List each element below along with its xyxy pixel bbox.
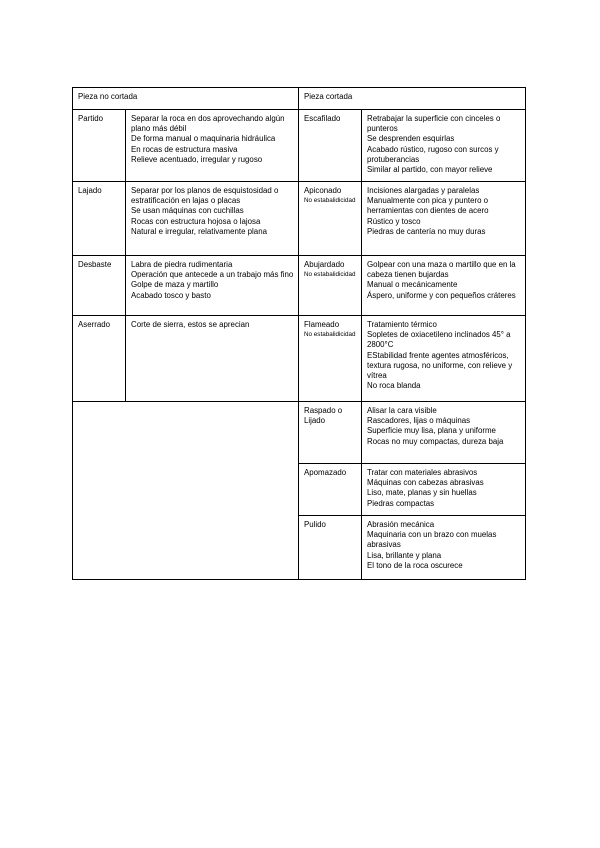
table-row bbox=[73, 256, 526, 316]
stability-note: No estabalidicidad bbox=[304, 271, 356, 279]
cut-desc: Retrabajar la superficie con cinceles o punteros Se desprenden esquirlas Acabado rústico, rugoso con surcos y protuberancias Similar al partido, con mayor relieve bbox=[362, 110, 526, 182]
cut-name: Flameado No estabalidicidad bbox=[299, 316, 362, 402]
table-row bbox=[73, 110, 526, 182]
cut-desc: Tratamiento térmico Sopletes de oxiacetileno inclinados 45° a 2800°C EStabilidad frente agentes atmosféricos, textura rugosa, no uniforme, con relieve y vítrea No roca blanda bbox=[362, 316, 526, 402]
uncut-name: Lajado bbox=[73, 182, 126, 256]
stability-note: No estabalidicidad bbox=[304, 197, 356, 205]
uncut-desc: Labra de piedra rudimentaria Operación que antecede a un trabajo más fino Golpe de maza y martillo Acabado tosco y basto bbox=[126, 256, 299, 316]
cut-name: Pulido bbox=[299, 516, 362, 580]
cut-desc: Incisiones alargadas y paralelas Manualmente con pica y puntero o herramientas con dientes de acero Rústico y tosco Piedras de cantería no muy duras bbox=[362, 182, 526, 256]
cut-name: Apomazado bbox=[299, 464, 362, 516]
uncut-desc: Corte de sierra, estos se aprecian bbox=[126, 316, 299, 402]
cut-desc: Golpear con una maza o martillo que en la cabeza tienen bujardas Manual o mecánicamente Áspero, uniforme y con pequeños cráteres bbox=[362, 256, 526, 316]
cut-desc: Tratar con materiales abrasivos Máquinas con cabezas abrasivas Liso, mate, planas y sin huellas Piedras compactas bbox=[362, 464, 526, 516]
stability-note: No estabalidicidad bbox=[304, 331, 356, 339]
table-row bbox=[73, 316, 526, 402]
cut-desc: Abrasión mecánica Maquinaria con un brazo con muelas abrasivas Lisa, brillante y plana El tono de la roca oscurece bbox=[362, 516, 526, 580]
uncut-name: Desbaste bbox=[73, 256, 126, 316]
empty-cell bbox=[73, 402, 299, 580]
uncut-desc: Separar por los planos de esquistosidad o estratificación en lajas o placas Se usan máquinas con cuchillas Rocas con estructura hojosa o lajosa Natural e irregular, relativamente plana bbox=[126, 182, 299, 256]
header-uncut: Pieza no cortada bbox=[73, 88, 299, 110]
stone-finish-table bbox=[72, 87, 526, 580]
table-row bbox=[73, 402, 526, 464]
uncut-name: Aserrado bbox=[73, 316, 126, 402]
cut-name: Apiconado No estabalidicidad bbox=[299, 182, 362, 256]
uncut-desc: Separar la roca en dos aprovechando algún plano más débil De forma manual o maquinaria hidráulica En rocas de estructura masiva Relieve acentuado, irregular y rugoso bbox=[126, 110, 299, 182]
uncut-name: Partido bbox=[73, 110, 126, 182]
cut-name: Raspado o Lijado bbox=[299, 402, 362, 464]
cut-desc: Alisar la cara visible Rascadores, lijas o máquinas Superficie muy lisa, plana y uniforme Rocas no muy compactas, dureza baja bbox=[362, 402, 526, 464]
header-row bbox=[73, 88, 526, 110]
cut-name: Escafilado bbox=[299, 110, 362, 182]
cut-name: Abujardado No estabalidicidad bbox=[299, 256, 362, 316]
table-row bbox=[73, 182, 526, 256]
header-cut: Pieza cortada bbox=[299, 88, 526, 110]
